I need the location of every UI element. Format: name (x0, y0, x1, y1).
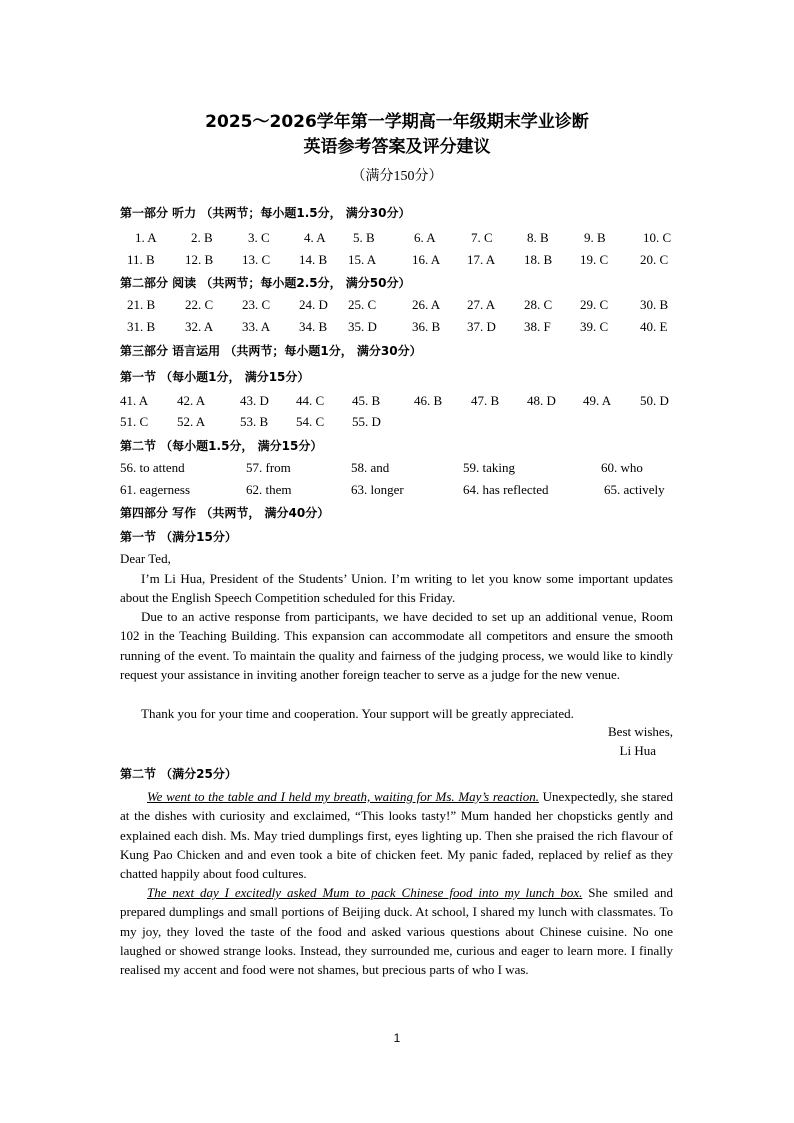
answer-item: 5. B (353, 230, 375, 245)
letter-signature: Li Hua (619, 743, 656, 758)
answer-item: 10. C (643, 230, 672, 245)
answer-item: 4. A (304, 230, 326, 245)
answer-item: 54. C (296, 414, 325, 429)
answer-item: 46. B (414, 393, 443, 408)
letter-closing: Best wishes, (608, 724, 673, 739)
answer-item: 60. who (601, 460, 643, 475)
answer-item: 36. B (412, 319, 441, 334)
answer-item: 20. C (640, 252, 669, 267)
answer-item: 38. F (524, 319, 551, 334)
story-text: She smiled and prepared dumplings and small portions of Beijing duck. At school, I shared my lunch with classmates. To my joy, they loved the taste of the food and asked various questions about Chinese cuisine. No one laughed or showed strange looks. Instead, they surrounded me, curious and eager to learn more. I finally realised my accent and food were not shames, but precious parts of who I was. (120, 885, 674, 978)
answer-item: 62. them (246, 482, 292, 497)
answer-item: 47. B (471, 393, 500, 408)
story-paragraph (120, 883, 673, 979)
answer-item: 23. C (242, 297, 271, 312)
answer-item: 26. A (412, 297, 441, 312)
answer-item: 21. B (127, 297, 156, 312)
answer-item: 34. B (299, 319, 328, 334)
part4-section1-heading: 第一节 （满分15分） (120, 530, 237, 544)
answer-item: 45. B (352, 393, 381, 408)
answer-item: 33. A (242, 319, 271, 334)
answer-item: 1. A (135, 230, 157, 245)
answer-item: 52. A (177, 414, 206, 429)
answer-item: 13. C (242, 252, 271, 267)
answer-item: 56. to attend (120, 460, 185, 475)
answer-item: 31. B (127, 319, 156, 334)
answer-item: 37. D (467, 319, 496, 334)
answer-item: 53. B (240, 414, 269, 429)
letter-greeting: Dear Ted, (120, 551, 171, 566)
answer-item: 12. B (185, 252, 214, 267)
answer-item: 49. A (583, 393, 612, 408)
letter-paragraph: Due to an active response from participants, we have decided to set up an additional venue, Room 102 in the Teaching Building. This expansion can accommodate all competitors and ensure the smooth running of the event. To maintain the quality and fairness of the judging process, we would like to kindly request your assistance in inviting another foreign teacher to serve as a judge for the new venue. (120, 609, 673, 682)
answer-item: 11. B (127, 252, 155, 267)
answer-item: 44. C (296, 393, 325, 408)
answer-item: 48. D (527, 393, 556, 408)
answer-item: 17. A (467, 252, 496, 267)
answer-item: 15. A (348, 252, 377, 267)
answer-item: 35. D (348, 319, 377, 334)
answer-item: 51. C (120, 414, 149, 429)
part4-heading: 第四部分 写作 （共两节， 满分40分） (120, 506, 330, 520)
answer-item: 2. B (191, 230, 213, 245)
answer-item: 40. E (640, 319, 668, 334)
answer-item: 41. A (120, 393, 149, 408)
answer-item: 32. A (185, 319, 214, 334)
part3-heading: 第三部分 语言运用 （共两节；每小题1分， 满分30分） (120, 344, 422, 358)
answer-item: 7. C (471, 230, 493, 245)
part3-section1-heading: 第一节 （每小题1分， 满分15分） (120, 370, 310, 384)
document-title: 2025～2026学年第一学期高一年级期末学业诊断 (205, 112, 589, 132)
part3-section2-heading: 第二节 （每小题1.5分， 满分15分） (120, 439, 323, 453)
part4-section2-heading: 第二节 （满分25分） (120, 767, 237, 781)
story-lead-sentence: We went to the table and I held my breath, waiting for Ms. May’s reaction. (147, 789, 539, 804)
answer-item: 16. A (412, 252, 441, 267)
answer-item: 58. and (351, 460, 390, 475)
story-lead-sentence: The next day I excitedly asked Mum to pack Chinese food into my lunch box. (147, 885, 583, 900)
answer-item: 8. B (527, 230, 549, 245)
answer-item: 27. A (467, 297, 496, 312)
answer-item: 43. D (240, 393, 269, 408)
answer-item: 50. D (640, 393, 669, 408)
letter-paragraph: I’m Li Hua, President of the Students’ Union. I’m writing to let you know some important updates about the English Speech Competition scheduled for this Friday. (120, 571, 673, 606)
answer-item: 39. C (580, 319, 609, 334)
answer-item: 25. C (348, 297, 377, 312)
answer-item: 61. eagerness (120, 482, 191, 497)
document-subtitle: 英语参考答案及评分建议 (303, 137, 491, 157)
letter-paragraph: Thank you for your time and cooperation. Your support will be greatly appreciated. (141, 706, 574, 721)
answer-item: 28. C (524, 297, 553, 312)
story-text: Unexpectedly, she stared at the dishes with curiosity and exclaimed, “This looks tasty!” Mum handed her chopsticks gently and explained each dish. Ms. May tried dumplings first, eyes lighting up. Then she praised the rich flavour of Kung Pao Chicken and and even took a bite of chicken feet. My panic faded, replaced by relief as they chatted happily about food cultures. (120, 789, 673, 882)
answer-item: 3. C (248, 230, 270, 245)
story-paragraph (120, 787, 673, 883)
answer-item: 18. B (524, 252, 553, 267)
answer-item: 30. B (640, 297, 669, 312)
answer-item: 24. D (299, 297, 328, 312)
answer-item: 19. C (580, 252, 609, 267)
page-number: 1 (393, 1031, 401, 1045)
answer-item: 42. A (177, 393, 206, 408)
answer-item: 65. actively (604, 482, 665, 497)
answer-item: 59. taking (463, 460, 515, 475)
answer-item: 55. D (352, 414, 381, 429)
answer-item: 6. A (414, 230, 436, 245)
answer-item: 57. from (246, 460, 291, 475)
answer-item: 64. has reflected (463, 482, 549, 497)
answer-item: 14. B (299, 252, 328, 267)
part2-heading: 第二部分 阅读 （共两节；每小题2.5分， 满分50分） (120, 276, 411, 290)
answer-item: 9. B (584, 230, 606, 245)
answer-item: 22. C (185, 297, 214, 312)
answer-item: 29. C (580, 297, 609, 312)
part1-heading: 第一部分 听力 （共两节；每小题1.5分， 满分30分） (120, 206, 411, 220)
full-score: （满分150分） (351, 169, 443, 184)
answer-item: 63. longer (351, 482, 404, 497)
